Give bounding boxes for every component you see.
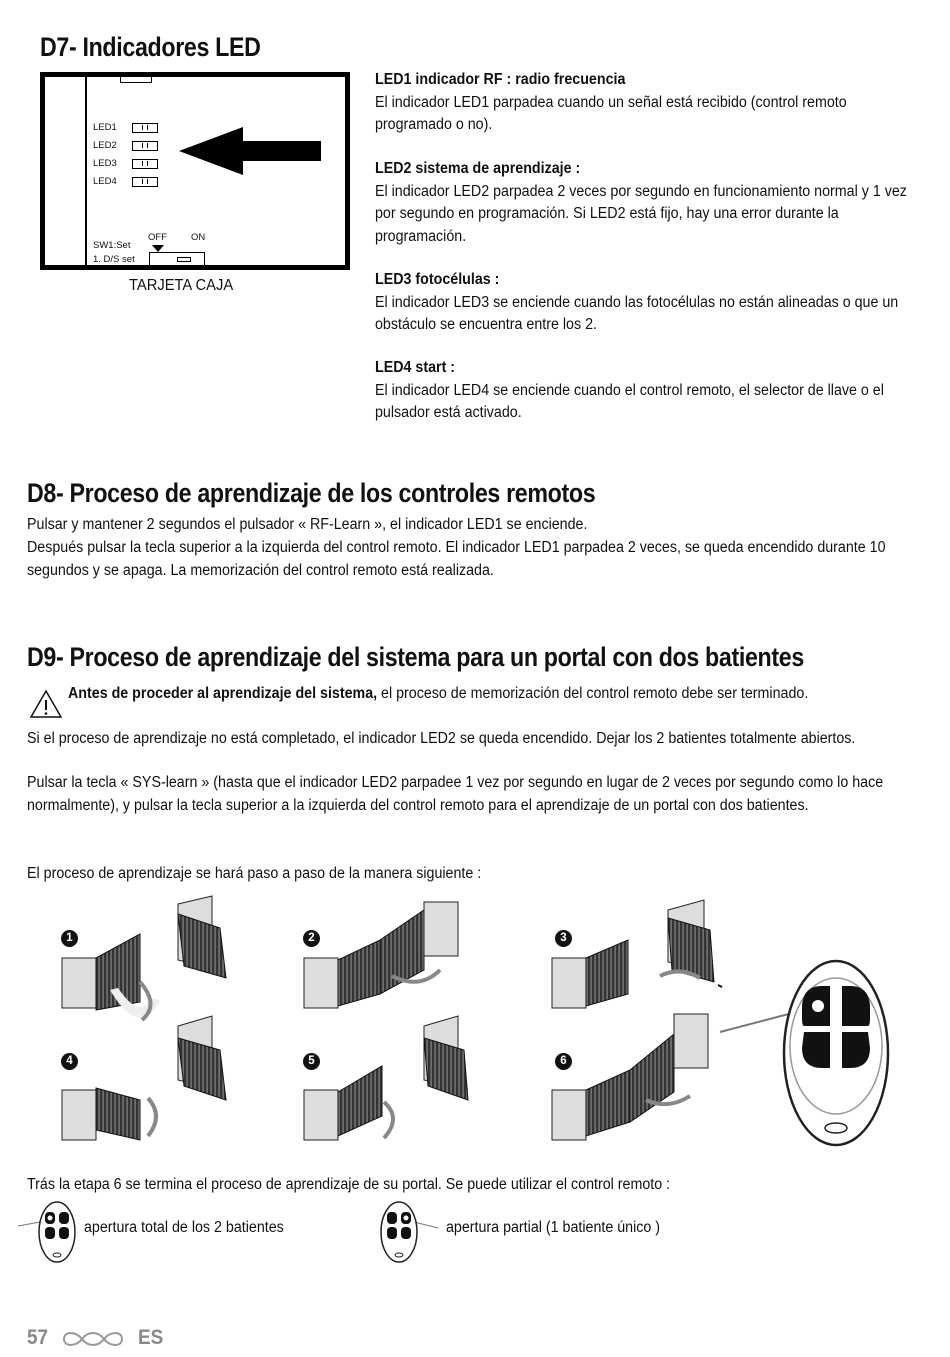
step-badge: 5 xyxy=(303,1053,320,1070)
step-6-drawing xyxy=(552,1014,708,1140)
remote-small-icon-partial xyxy=(378,1200,440,1264)
step-5-drawing xyxy=(304,1016,468,1140)
remote-small-icon-total xyxy=(18,1200,80,1264)
switch-on-label: ON xyxy=(191,232,206,243)
board-divider xyxy=(85,77,87,265)
led-label: LED3 xyxy=(93,158,117,169)
d9-title: D9- Proceso de aprendizaje del sistema para un portal con dos batientes xyxy=(27,642,804,672)
led-label: LED1 xyxy=(93,122,117,133)
d9-paragraph-1: Si el proceso de aprendizaje no está completado, el indicador LED2 se queda encendido. Dejar los 2 batientes totalmente abiertos. xyxy=(27,730,856,747)
page-number: 57 xyxy=(27,1326,49,1349)
d8-title: D8- Proceso de aprendizaje de los controles remotos xyxy=(27,478,596,508)
remote-option-partial: apertura partial (1 batiente único ) xyxy=(446,1219,661,1236)
led-label: LED4 xyxy=(93,176,117,187)
led3-description xyxy=(375,269,918,337)
led1-description xyxy=(375,69,909,137)
ds-set-label: 1. D/S set xyxy=(93,254,135,265)
led3-title: LED3 fotocélulas : xyxy=(375,271,500,288)
d9-paragraph-2: Pulsar la tecla « SYS-learn » (hasta que el indicador LED2 parpadee 1 vez por segundo en lugar de 2 veces por segundo como lo hace normalmente), y pulsar la tecla superior a la izquierda del control remoto para el aprendizaje de un portal con dos batientes. xyxy=(27,774,884,814)
warning-bold-text: Antes de proceder al aprendizaje del sistema, xyxy=(68,685,378,702)
dip-switch xyxy=(149,252,205,266)
d8-line2: Después pulsar la tecla superior a la izquierda del control remoto. El indicador LED1 parpadea 2 veces, se queda encendido durante 10 segundos y se apaga. La memorización del control remoto está realizada. xyxy=(27,539,886,579)
step-3-drawing xyxy=(552,900,714,1008)
warning-text: el proceso de memorización del control remoto debe ser terminado. xyxy=(377,685,809,702)
led-indicator xyxy=(132,123,158,133)
remote-option-total: apertura total de los 2 batientes xyxy=(84,1219,284,1236)
led-label: LED2 xyxy=(93,140,117,151)
led2-body: El indicador LED2 parpadea 2 veces por segundo en funcionamiento normal y 1 vez por segundo en programación. Si LED2 está fijo, hay una error durante la programación. xyxy=(375,182,907,245)
step-2-drawing xyxy=(304,902,458,1008)
step-badge: 4 xyxy=(61,1053,78,1070)
step-4-drawing xyxy=(62,1016,226,1140)
warning-icon xyxy=(29,689,63,719)
led4-description xyxy=(375,357,909,425)
led4-body: El indicador LED4 se enciende cuando el control remoto, el selector de llave o el pulsador está activado. xyxy=(375,381,884,421)
led1-title: LED1 indicador RF : radio frecuencia xyxy=(375,71,626,88)
led1-body: El indicador LED1 parpadea cuando un señal está recibido (control remoto programado o no). xyxy=(375,93,847,133)
step-badge: 6 xyxy=(555,1053,572,1070)
step-badge: 1 xyxy=(61,930,78,947)
led-indicator xyxy=(132,177,158,187)
language-code: ES xyxy=(138,1326,164,1349)
d7-title: D7- Indicadores LED xyxy=(40,32,261,62)
led-indicator xyxy=(132,141,158,151)
brand-wave-icon xyxy=(60,1328,126,1350)
arrow-left-icon xyxy=(179,125,324,177)
sw1-label: SW1:Set xyxy=(93,240,131,251)
d9-warning xyxy=(68,683,859,706)
remote-control-icon xyxy=(780,958,892,1148)
step-1-drawing xyxy=(62,896,226,1020)
d9-after-text: Trás la etapa 6 se termina el proceso de aprendizaje de su portal. Se puede utilizar el control remoto : xyxy=(27,1176,671,1193)
d9-paragraph-3: El proceso de aprendizaje se hará paso a paso de la manera siguiente : xyxy=(27,865,482,882)
led-indicator xyxy=(132,159,158,169)
step-badge: 2 xyxy=(303,930,320,947)
led4-title: LED4 start : xyxy=(375,359,456,376)
control-board-diagram xyxy=(40,72,350,270)
board-connector xyxy=(120,77,152,83)
led3-body: El indicador LED3 se enciende cuando las fotocélulas no están alineadas o que un obstáculo se encuentra entre los 2. xyxy=(375,293,899,333)
led2-description xyxy=(375,158,909,248)
board-caption: TARJETA CAJA xyxy=(129,277,234,294)
d8-line1: Pulsar y mantener 2 segundos el pulsador « RF-Learn », el indicador LED1 se enciende. xyxy=(27,516,588,533)
switch-off-label: OFF xyxy=(148,232,167,243)
step-badge: 3 xyxy=(555,930,572,947)
led2-title: LED2 sistema de aprendizaje : xyxy=(375,160,581,177)
